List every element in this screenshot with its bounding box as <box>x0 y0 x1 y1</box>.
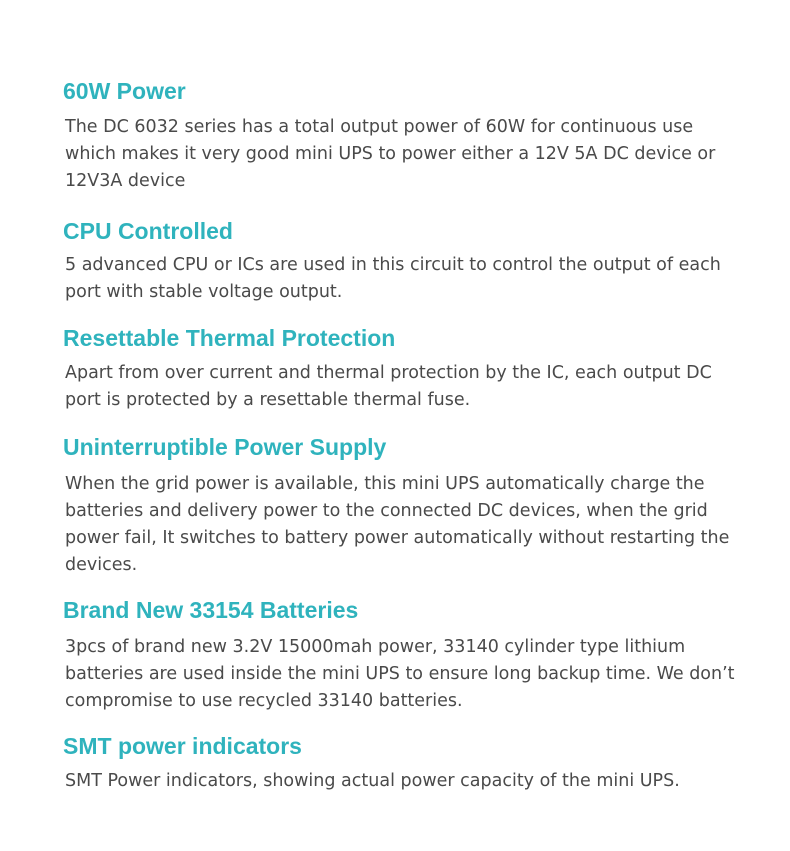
feature-description: 5 advanced CPU or ICs are used in this circuit to control the output of each port with stable voltage output. <box>65 255 721 302</box>
feature-description: When the grid power is available, this mini UPS automatically charge the batteries and delivery power to the connected DC devices, when the grid power fail, It switches to battery power automatically without restarting the devices. <box>65 474 730 575</box>
feature-description: SMT Power indicators, showing actual power capacity of the mini UPS. <box>65 771 680 791</box>
feature-title: Resettable Thermal Protection <box>63 325 396 351</box>
feature-title: Uninterruptible Power Supply <box>63 434 387 460</box>
feature-title: CPU Controlled <box>63 218 233 244</box>
feature-description: 3pcs of brand new 3.2V 15000mah power, 33140 cylinder type lithium batteries are used inside the mini UPS to ensure long backup time. We don’t compromise to use recycled 33140 batteries. <box>65 637 735 711</box>
feature-description: Apart from over current and thermal protection by the IC, each output DC port is protected by a resettable thermal fuse. <box>65 363 712 410</box>
feature-title: SMT power indicators <box>63 733 302 759</box>
feature-title: 60W Power <box>63 78 186 104</box>
feature-description: The DC 6032 series has a total output power of 60W for continuous use which makes it very good mini UPS to power either a 12V 5A DC device or 12V3A device <box>65 117 716 191</box>
feature-title: Brand New 33154 Batteries <box>63 597 359 623</box>
